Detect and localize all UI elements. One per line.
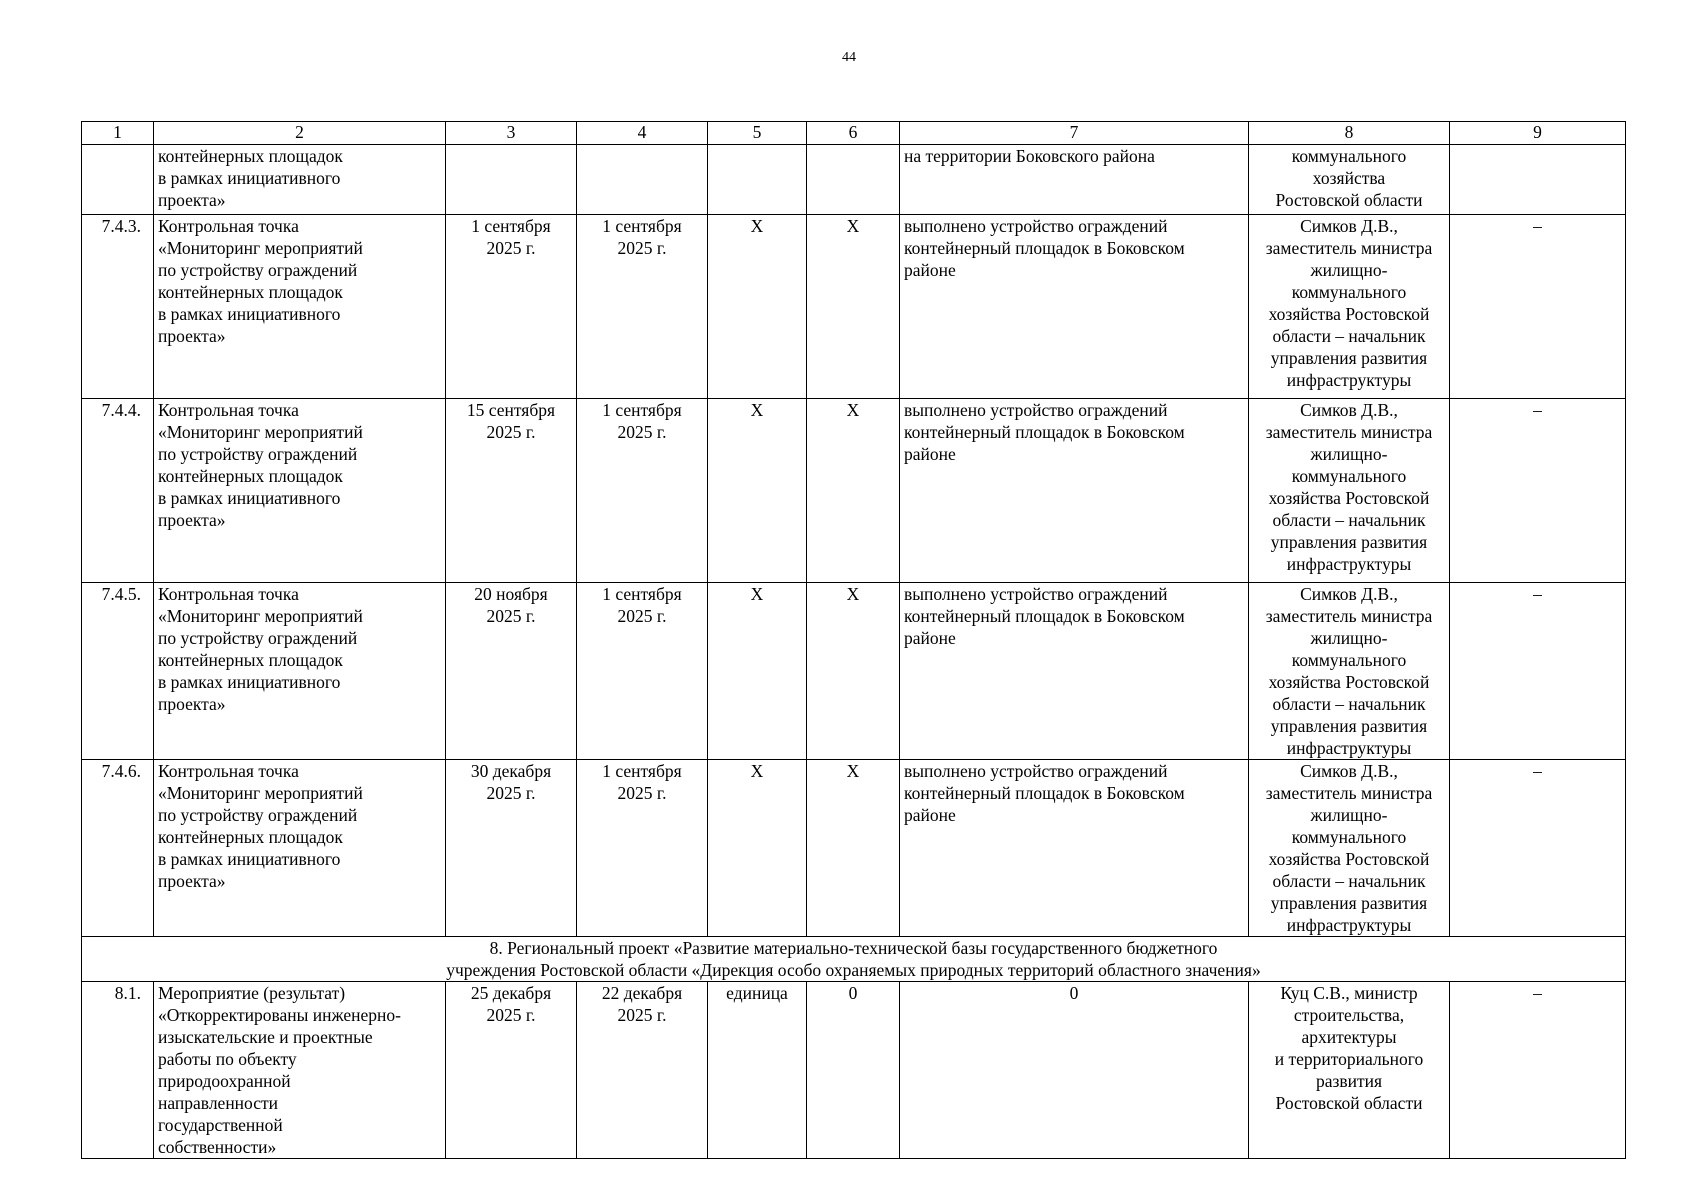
- start-date: 1 сентября 2025 г.: [446, 215, 577, 399]
- result-description: выполнено устройство ограждений контейнерный площадок в Боковском районе: [900, 215, 1249, 399]
- start-date: [446, 145, 577, 215]
- end-date: [577, 145, 708, 215]
- value: [807, 145, 900, 215]
- responsible: Симков Д.В., заместитель министра жилищно- коммунального хозяйства Ростовской области – начальник управления развития инфраструктуры: [1249, 760, 1450, 937]
- header-cell: 2: [154, 122, 446, 145]
- header-cell: 9: [1450, 122, 1626, 145]
- note: [1450, 145, 1626, 215]
- row-name: Мероприятие (результат) «Откорректированы инженерно- изыскательские и проектные работы по объекту природоохранной направленности государственной собственности»: [154, 982, 446, 1159]
- note: –: [1450, 583, 1626, 760]
- header-cell: 3: [446, 122, 577, 145]
- start-date: 30 декабря 2025 г.: [446, 760, 577, 937]
- value: Х: [807, 583, 900, 760]
- result-description: 0: [900, 982, 1249, 1159]
- row-name: Контрольная точка «Мониторинг мероприятий по устройству ограждений контейнерных площадок в рамках инициативного проекта»: [154, 399, 446, 583]
- section-heading-row: [82, 937, 1626, 982]
- value: Х: [807, 760, 900, 937]
- start-date: 20 ноября 2025 г.: [446, 583, 577, 760]
- unit: единица: [708, 982, 807, 1159]
- result-description: на территории Боковского района: [900, 145, 1249, 215]
- row-number: [82, 145, 154, 215]
- row-name: Контрольная точка «Мониторинг мероприятий по устройству ограждений контейнерных площадок в рамках инициативного проекта»: [154, 215, 446, 399]
- row-number: 8.1.: [82, 982, 154, 1159]
- end-date: 22 декабря 2025 г.: [577, 982, 708, 1159]
- unit: Х: [708, 399, 807, 583]
- table-row-continuation: [82, 145, 1626, 215]
- page-number: 44: [842, 50, 856, 65]
- row-number: 7.4.5.: [82, 583, 154, 760]
- table-row: [82, 399, 1626, 583]
- table-row: [82, 583, 1626, 760]
- table-row: [82, 760, 1626, 937]
- table-row: [82, 982, 1626, 1159]
- note: –: [1450, 215, 1626, 399]
- header-cell: 8: [1249, 122, 1450, 145]
- result-description: выполнено устройство ограждений контейнерный площадок в Боковском районе: [900, 583, 1249, 760]
- unit: Х: [708, 215, 807, 399]
- plan-table: [81, 121, 1626, 1159]
- responsible: Симков Д.В., заместитель министра жилищно- коммунального хозяйства Ростовской области – начальник управления развития инфраструктуры: [1249, 399, 1450, 583]
- header-cell: 6: [807, 122, 900, 145]
- value: 0: [807, 982, 900, 1159]
- row-name: контейнерных площадок в рамках инициативного проекта»: [154, 145, 446, 215]
- table-header-row: [82, 122, 1626, 145]
- row-number: 7.4.6.: [82, 760, 154, 937]
- note: –: [1450, 982, 1626, 1159]
- responsible: Куц С.В., министр строительства, архитектуры и территориального развития Ростовской области: [1249, 982, 1450, 1159]
- row-number: 7.4.3.: [82, 215, 154, 399]
- table-row: [82, 215, 1626, 399]
- value: Х: [807, 399, 900, 583]
- result-description: выполнено устройство ограждений контейнерный площадок в Боковском районе: [900, 399, 1249, 583]
- note: –: [1450, 760, 1626, 937]
- start-date: 15 сентября 2025 г.: [446, 399, 577, 583]
- responsible: Симков Д.В., заместитель министра жилищно- коммунального хозяйства Ростовской области – начальник управления развития инфраструктуры: [1249, 583, 1450, 760]
- responsible: коммунального хозяйства Ростовской области: [1249, 145, 1450, 215]
- header-cell: 4: [577, 122, 708, 145]
- row-name: Контрольная точка «Мониторинг мероприятий по устройству ограждений контейнерных площадок в рамках инициативного проекта»: [154, 583, 446, 760]
- result-description: выполнено устройство ограждений контейнерный площадок в Боковском районе: [900, 760, 1249, 937]
- row-number: 7.4.4.: [82, 399, 154, 583]
- unit: Х: [708, 760, 807, 937]
- unit: [708, 145, 807, 215]
- end-date: 1 сентября 2025 г.: [577, 760, 708, 937]
- unit: Х: [708, 583, 807, 760]
- section-heading: 8. Региональный проект «Развитие материально-технической базы государственного бюджетного учреждения Ростовской области «Дирекция особо охраняемых природных территорий областного значения»: [82, 937, 1626, 982]
- header-cell: 7: [900, 122, 1249, 145]
- end-date: 1 сентября 2025 г.: [577, 583, 708, 760]
- end-date: 1 сентября 2025 г.: [577, 399, 708, 583]
- header-cell: 5: [708, 122, 807, 145]
- note: –: [1450, 399, 1626, 583]
- start-date: 25 декабря 2025 г.: [446, 982, 577, 1159]
- responsible: Симков Д.В., заместитель министра жилищно- коммунального хозяйства Ростовской области – начальник управления развития инфраструктуры: [1249, 215, 1450, 399]
- value: Х: [807, 215, 900, 399]
- end-date: 1 сентября 2025 г.: [577, 215, 708, 399]
- header-cell: 1: [82, 122, 154, 145]
- row-name: Контрольная точка «Мониторинг мероприятий по устройству ограждений контейнерных площадок в рамках инициативного проекта»: [154, 760, 446, 937]
